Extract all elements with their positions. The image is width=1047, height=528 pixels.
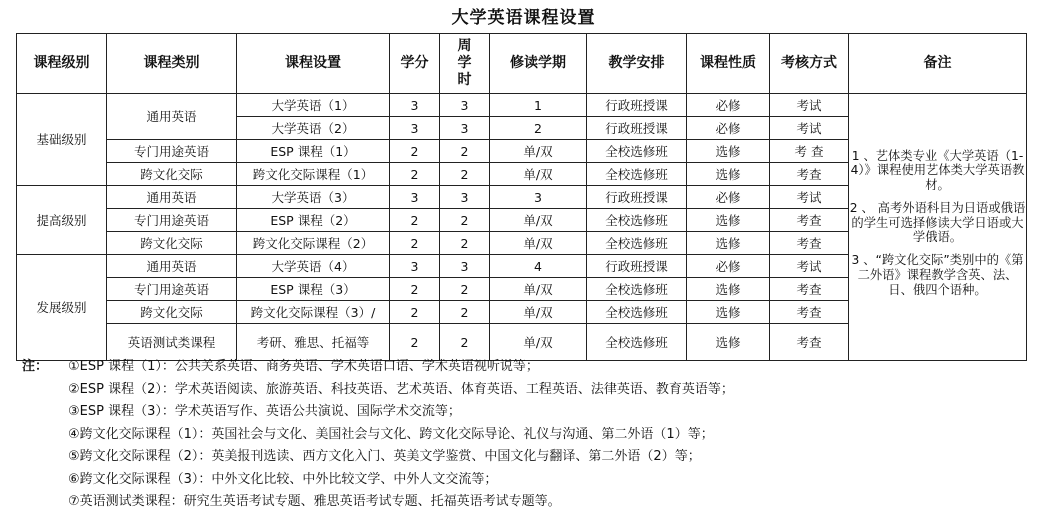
semester-cell: 1 [490,94,587,117]
assessment-cell: 考试 [770,117,849,140]
hours-cell: 3 [440,255,490,278]
assessment-cell: 考 查 [770,140,849,163]
header-semester: 修读学期 [490,34,587,94]
assessment-cell: 考查 [770,278,849,301]
footnote-line [22,379,1032,402]
arrangement-cell: 全校选修班 [587,163,687,186]
setup-cell: 考研、雅思、托福等 [237,324,390,361]
hours-cell: 2 [440,209,490,232]
hours-cell: 3 [440,94,490,117]
hours-cell: 2 [440,301,490,324]
semester-cell: 单/双 [490,209,587,232]
category-cell: 通用英语 [107,255,237,278]
setup-cell: 跨文化交际课程（3）/ [237,301,390,324]
arrangement-cell: 全校选修班 [587,301,687,324]
credits-cell: 3 [390,186,440,209]
footnote-line [22,356,1032,379]
category-cell: 英语测试类课程 [107,324,237,361]
notes-cell [849,94,1027,361]
category-cell: 专门用途英语 [107,140,237,163]
category-cell: 通用英语 [107,94,237,140]
level-cell-developed: 发展级别 [17,255,107,361]
footnote-line [22,401,1032,424]
semester-cell: 3 [490,186,587,209]
semester-cell: 4 [490,255,587,278]
assessment-cell: 考查 [770,163,849,186]
page-title: 大学英语课程设置 [451,8,596,28]
footnote-line [22,446,1032,469]
semester-cell: 单/双 [490,232,587,255]
note-item: 3 、“跨文化交际”类别中的《第二外语》课程教学含英、法、日、俄四个语种。 [851,253,1024,297]
category-cell: 专门用途英语 [107,209,237,232]
header-arrangement: 教学安排 [587,34,687,94]
hours-cell: 3 [440,117,490,140]
note-item: 2 、 高考外语科目为日语或俄语的学生可选择修读大学日语或大学俄语。 [849,200,1026,245]
footnote-line [22,424,1032,447]
nature-cell: 选修 [687,140,770,163]
semester-cell: 2 [490,117,587,140]
hours-cell: 2 [440,324,490,361]
arrangement-cell: 行政班授课 [587,94,687,117]
credits-cell: 2 [390,278,440,301]
header-weekly-hours-char: 学 [457,55,472,72]
header-nature: 课程性质 [687,34,770,94]
arrangement-cell: 行政班授课 [587,117,687,140]
semester-cell: 单/双 [490,140,587,163]
footnote-item: ④跨文化交际课程（1）：英国社会与文化、美国社会与文化、跨文化交际导论、礼仪与沟通、第二外语（1）等； [68,426,714,442]
arrangement-cell: 行政班授课 [587,255,687,278]
footnote-item: ②ESP 课程（2）：学术英语阅读、旅游英语、科技英语、艺术英语、体育英语、工程英语、法律英语、教育英语等； [68,381,734,397]
arrangement-cell: 全校选修班 [587,324,687,361]
header-credits: 学分 [390,34,440,94]
footnote-item: ⑦英语测试类课程：研究生英语考试专题、雅思英语考试专题、托福英语考试专题等。 [68,494,561,509]
arrangement-cell: 行政班授课 [587,186,687,209]
header-level: 课程级别 [17,34,107,94]
hours-cell: 2 [440,140,490,163]
semester-cell: 单/双 [490,278,587,301]
level-cell-advanced: 提高级别 [17,186,107,255]
nature-cell: 必修 [687,94,770,117]
credits-cell: 2 [390,140,440,163]
category-cell: 跨文化交际 [107,301,237,324]
nature-cell: 选修 [687,301,770,324]
semester-cell: 单/双 [490,324,587,361]
footnote-line [22,491,1032,514]
setup-cell: 大学英语（1） [237,94,390,117]
footnotes [22,356,1032,514]
table-row [17,94,1027,117]
footnote-item: ⑤跨文化交际课程（2）：英美报刊选读、西方文化入门、英美文学鉴赏、中国文化与翻译、第二外语（2）等； [68,449,701,464]
header-weekly-hours-char: 周 [457,38,472,55]
hours-cell: 3 [440,186,490,209]
nature-cell: 选修 [687,324,770,361]
header-row [17,34,1027,94]
assessment-cell: 考试 [770,186,849,209]
setup-cell: ESP 课程（3） [237,278,390,301]
level-cell-basic: 基础级别 [17,94,107,186]
arrangement-cell: 全校选修班 [587,278,687,301]
nature-cell: 选修 [687,232,770,255]
credits-cell: 2 [390,209,440,232]
note-item: 1 、艺体类专业《大学英语（1-4）》课程使用艺体类大学英语教材。 [850,148,1025,193]
footnote-lead: 注： [22,359,49,374]
header-assessment: 考核方式 [770,34,849,94]
assessment-cell: 考试 [770,255,849,278]
hours-cell: 2 [440,163,490,186]
header-category: 课程类别 [107,34,237,94]
credits-cell: 2 [390,301,440,324]
setup-cell: ESP 课程（1） [237,140,390,163]
hours-cell: 2 [440,278,490,301]
credits-cell: 3 [390,255,440,278]
category-cell: 跨文化交际 [107,163,237,186]
arrangement-cell: 全校选修班 [587,140,687,163]
semester-cell: 单/双 [490,301,587,324]
setup-cell: 大学英语（4） [237,255,390,278]
assessment-cell: 考查 [770,301,849,324]
footnote-item: ③ESP 课程（3）：学术英语写作、英语公共演说、国际学术交流等； [68,404,461,419]
setup-cell: 大学英语（2） [237,117,390,140]
footnote-line [22,469,1032,492]
header-weekly-hours [440,34,490,94]
header-weekly-hours-char: 时 [457,71,472,88]
setup-cell: 跨文化交际课程（1） [237,163,390,186]
category-cell: 通用英语 [107,186,237,209]
credits-cell: 3 [390,117,440,140]
nature-cell: 选修 [687,163,770,186]
category-cell: 专门用途英语 [107,278,237,301]
footnote-item: ⑥跨文化交际课程（3）：中外文化比较、中外比较文学、中外人文交流等； [68,471,498,487]
nature-cell: 选修 [687,278,770,301]
credits-cell: 2 [390,163,440,186]
setup-cell: ESP 课程（2） [237,209,390,232]
footnote-item: ①ESP 课程（1）：公共关系英语、商务英语、学术英语口语、学术英语视听说等； [68,359,539,374]
assessment-cell: 考查 [770,209,849,232]
credits-cell: 2 [390,232,440,255]
arrangement-cell: 全校选修班 [587,232,687,255]
header-setup: 课程设置 [237,34,390,94]
nature-cell: 必修 [687,186,770,209]
nature-cell: 选修 [687,209,770,232]
setup-cell: 跨文化交际课程（2） [237,232,390,255]
arrangement-cell: 全校选修班 [587,209,687,232]
assessment-cell: 考查 [770,232,849,255]
hours-cell: 2 [440,232,490,255]
course-table [16,33,1027,361]
semester-cell: 单/双 [490,163,587,186]
nature-cell: 必修 [687,117,770,140]
assessment-cell: 考试 [770,94,849,117]
credits-cell: 3 [390,94,440,117]
category-cell: 跨文化交际 [107,232,237,255]
setup-cell: 大学英语（3） [237,186,390,209]
header-notes: 备注 [849,34,1027,94]
assessment-cell: 考查 [770,324,849,361]
nature-cell: 必修 [687,255,770,278]
credits-cell: 2 [390,324,440,361]
